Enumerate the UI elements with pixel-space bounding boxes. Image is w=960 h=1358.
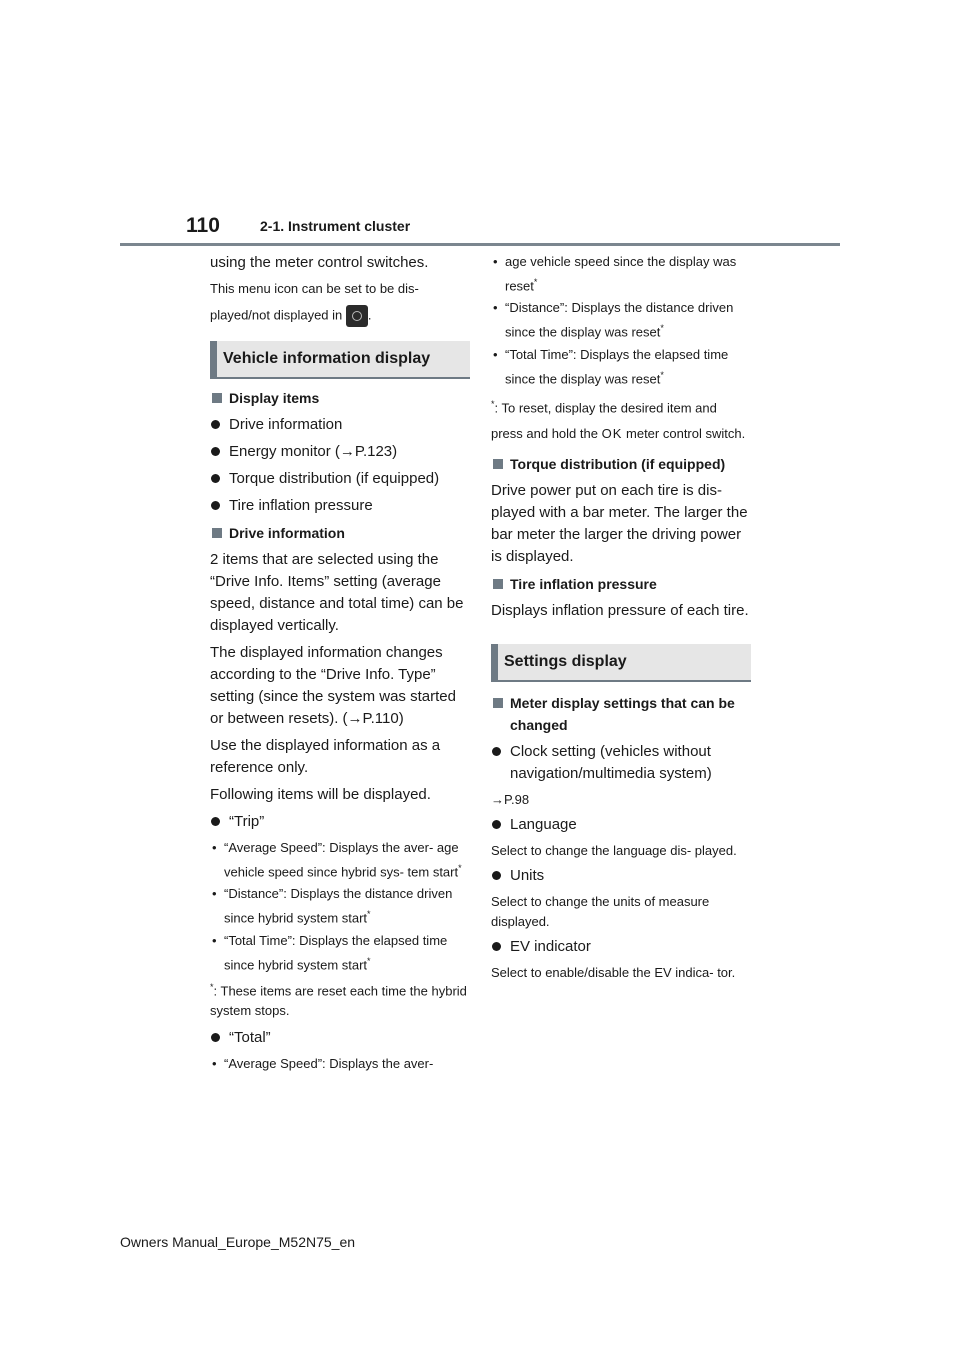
menu-note: [210, 279, 470, 299]
heading-vehicle-info: Vehicle information display: [210, 341, 470, 379]
page-number: 110: [186, 214, 220, 237]
trip-label: “Trip”: [210, 811, 470, 833]
tire-para: Displays inflation pressure of each tire.: [491, 602, 749, 620]
heading-settings-display: Settings display: [491, 644, 751, 682]
drive-info-para3: Use the displayed information as a reference only.: [210, 737, 441, 776]
trip-sub-avg-speed: [210, 838, 470, 882]
menu-note-line2: played/not displayed in: [210, 307, 343, 323]
total-sub-time-text: “Total Time”: Displays the elapsed time since the display was reset: [505, 346, 729, 386]
ev-indicator-item: EV indicator: [491, 936, 751, 958]
display-item: Torque distribution (if equipped): [210, 468, 470, 490]
trip-sub-distance: [210, 884, 470, 928]
header-rule: [120, 243, 840, 246]
drive-info-para1: 2 items that are selected using the “Drive Info. Items” setting (average speed, distance and total time) can be displayed vertically.: [210, 551, 464, 634]
torque-para: Drive power put on each tire is dis- played with a bar meter. The larger the bar meter the larger the driving power is displayed.: [491, 482, 748, 566]
menu-note-period: .: [367, 307, 372, 323]
asterisk-mark: *: [210, 981, 214, 992]
units-item: Units: [491, 865, 751, 887]
menu-note-2: [210, 305, 470, 327]
left-column: [210, 252, 470, 1076]
total-label: “Total”: [210, 1027, 470, 1049]
footer-text: Owners Manual_Europe_M52N75_en: [120, 1234, 356, 1250]
gear-icon: [346, 305, 368, 327]
tire-heading: Tire inflation pressure: [491, 573, 751, 595]
asterisk-mark: *: [660, 323, 664, 334]
intro-text: using the meter control switches.: [210, 254, 429, 271]
reset-footnote-text: : To reset, display the desired item and press and hold the: [491, 400, 717, 442]
torque-heading: Torque distribution (if equipped): [491, 453, 751, 475]
ok-button-icon: OK: [601, 426, 623, 442]
trip-footnote-text: : These items are reset each time the hybrid system stops.: [210, 983, 467, 1019]
drive-info-para2: The displayed information changes according to the “Drive Info. Type” setting (since the system was started or between resets). (→P.110): [210, 644, 456, 727]
reset-footnote-text-2: meter control switch.: [626, 426, 746, 442]
display-item: Tire inflation pressure: [210, 495, 470, 517]
ev-indicator-desc: Select to enable/disable the EV indica- tor.: [491, 965, 736, 981]
units-desc: Select to change the units of measure displayed.: [491, 894, 710, 930]
total-sub-time: [491, 345, 751, 389]
language-desc: Select to change the language dis- played.: [491, 843, 737, 859]
asterisk-mark: *: [458, 863, 462, 873]
asterisk-mark: *: [533, 277, 538, 287]
section-title: 2-1. Instrument cluster: [260, 218, 411, 234]
display-item: Drive information: [210, 414, 470, 436]
asterisk-mark: *: [367, 909, 371, 920]
display-item: Energy monitor (→P.123): [210, 441, 470, 463]
trip-sub-time-text: “Total Time”: Displays the elapsed time since hybrid system start: [224, 932, 448, 972]
language-item: Language: [491, 814, 751, 836]
asterisk-mark: *: [491, 398, 495, 409]
trip-sub-avg-speed-text: “Average Speed”: Displays the aver- age vehicle speed since hybrid sys- tem start: [224, 840, 459, 880]
menu-note-line1: This menu icon can be set to be dis-: [210, 281, 419, 296]
drive-info-para4: Following items will be displayed.: [210, 786, 431, 803]
total-sub-avg-speed: • “Average Speed”: Displays the aver-: [210, 1054, 470, 1074]
total-sub-avg-speed-cont-text: age vehicle speed since the display was reset: [505, 254, 737, 294]
asterisk-mark: *: [660, 369, 664, 380]
total-sub-distance-text: “Distance”: Displays the distance driven since the display was reset: [505, 300, 734, 340]
clock-ref: →P.98: [491, 792, 530, 808]
clock-setting-item: Clock setting (vehicles without navigation/multimedia system): [491, 741, 751, 785]
trip-footnote: [210, 977, 470, 1021]
display-items-heading: Display items: [210, 387, 470, 409]
trip-sub-time: [210, 931, 470, 975]
right-column: [491, 252, 751, 987]
total-sub-avg-speed-cont: [491, 252, 751, 296]
meter-settings-heading: Meter display settings that can be changed: [491, 692, 751, 736]
drive-info-heading: Drive information: [210, 522, 470, 544]
total-sub-distance: [491, 298, 751, 342]
reset-footnote: [491, 391, 751, 447]
trip-sub-distance-text: “Distance”: Displays the distance driven since hybrid system start: [224, 886, 453, 926]
asterisk-mark: *: [367, 955, 371, 966]
